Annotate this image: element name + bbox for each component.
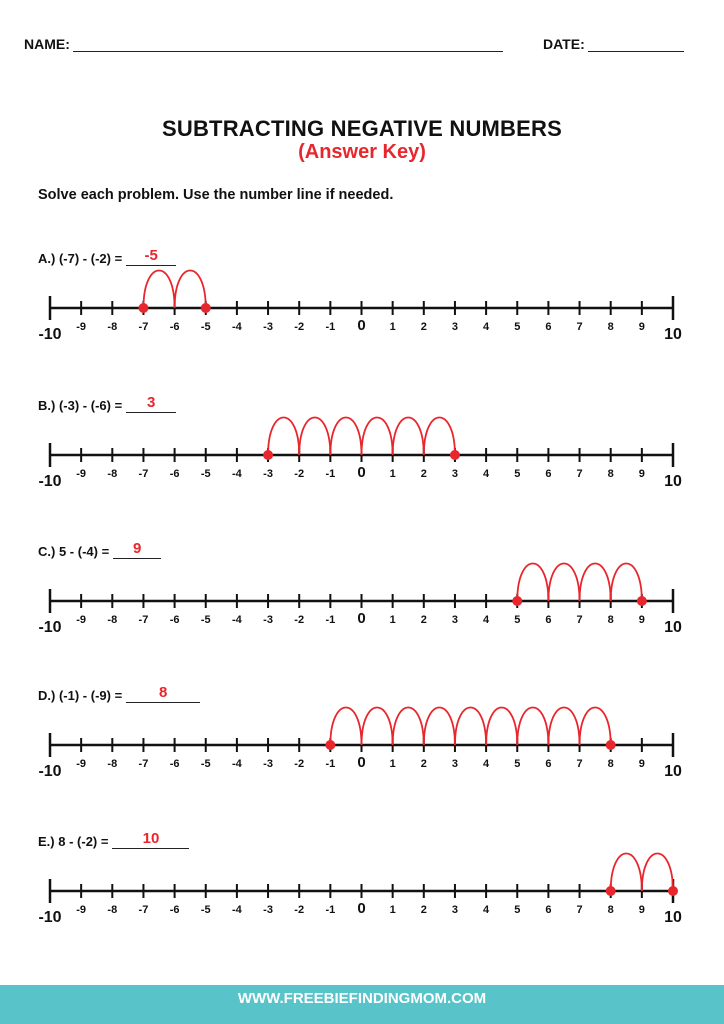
tick-label: 8 [607, 614, 614, 626]
number-line [0, 245, 724, 375]
tick-label: 5 [514, 904, 521, 916]
tick-label: 9 [638, 758, 645, 770]
tick-label: -4 [232, 758, 242, 770]
problem-label: A.) [38, 251, 56, 266]
problem-d [0, 682, 724, 812]
tick-label: 7 [576, 321, 583, 333]
tick-label: -10 [38, 909, 62, 926]
jump-arc [362, 708, 393, 746]
jump-point [138, 303, 148, 313]
problem-b [0, 392, 724, 522]
tick-label: 6 [545, 468, 552, 480]
tick-label: 8 [607, 468, 614, 480]
tick-label: 8 [607, 321, 614, 333]
tick-label: -4 [232, 904, 242, 916]
tick-label: -10 [38, 763, 62, 780]
tick-label: 4 [483, 321, 490, 333]
name-field[interactable] [24, 36, 503, 52]
jump-point [606, 740, 616, 750]
tick-label: -10 [38, 473, 62, 490]
jump-arc [548, 564, 579, 602]
instructions: Solve each problem. Use the number line if needed. [38, 187, 394, 203]
problem-a [0, 245, 724, 375]
tick-label: 5 [514, 468, 521, 480]
tick-label: 10 [664, 909, 682, 926]
tick-label: -8 [107, 614, 118, 626]
jump-arc [517, 708, 548, 746]
tick-label: -4 [232, 614, 242, 626]
date-field[interactable] [543, 36, 684, 52]
tick-label: -5 [200, 468, 211, 480]
tick-label: 6 [545, 758, 552, 770]
tick-label: 1 [389, 758, 396, 770]
tick-label: -5 [200, 904, 211, 916]
name-line[interactable] [73, 37, 503, 52]
tick-label: -3 [263, 904, 273, 916]
tick-label: 10 [664, 619, 682, 636]
tick-label: -9 [76, 758, 87, 770]
tick-label: -8 [107, 904, 118, 916]
tick-label: 3 [451, 758, 459, 770]
tick-label: -3 [263, 321, 273, 333]
tick-label: 9 [638, 468, 645, 480]
tick-label: 2 [420, 321, 427, 333]
tick-label: 10 [664, 763, 682, 780]
tick-label: 7 [576, 468, 583, 480]
tick-label: -2 [294, 904, 305, 916]
tick-label: 0 [357, 317, 366, 334]
tick-label: 6 [545, 321, 552, 333]
tick-label: 9 [638, 614, 645, 626]
tick-label: 5 [514, 614, 521, 626]
answer-value: 8 [159, 684, 168, 701]
jump-point [606, 886, 616, 896]
page-subtitle: (Answer Key) [298, 141, 426, 163]
jump-arc [580, 708, 611, 746]
jump-point [512, 596, 522, 606]
jump-arc [362, 418, 393, 456]
tick-label: 3 [451, 468, 459, 480]
problem-label: D.) [38, 688, 56, 703]
tick-label: 2 [420, 614, 427, 626]
tick-label: 4 [483, 758, 490, 770]
tick-label: -9 [76, 614, 87, 626]
tick-label: -1 [325, 321, 336, 333]
answer-value: 3 [147, 394, 156, 411]
tick-label: 6 [545, 904, 552, 916]
tick-label: -8 [107, 468, 118, 480]
tick-label: -4 [232, 321, 242, 333]
tick-label: -2 [294, 758, 305, 770]
answer-value: -5 [144, 247, 158, 264]
answer-value: 9 [133, 540, 142, 557]
tick-label: -3 [263, 758, 273, 770]
tick-label: 2 [420, 904, 427, 916]
tick-label: -9 [76, 321, 87, 333]
tick-label: -6 [169, 758, 180, 770]
tick-label: 2 [420, 468, 427, 480]
tick-label: 7 [576, 758, 583, 770]
tick-label: -8 [107, 321, 118, 333]
tick-label: 3 [451, 904, 459, 916]
jump-arc [299, 418, 330, 456]
tick-label: -5 [200, 321, 211, 333]
tick-label: -7 [138, 321, 149, 333]
jump-arc [548, 708, 579, 746]
jump-point [263, 450, 273, 460]
tick-label: -9 [76, 468, 87, 480]
number-line [0, 828, 724, 958]
tick-label: 7 [576, 904, 583, 916]
jump-arc [455, 708, 486, 746]
tick-label: -6 [169, 614, 180, 626]
tick-label: -7 [138, 468, 149, 480]
tick-label: 2 [420, 758, 427, 770]
tick-label: -10 [38, 326, 62, 343]
tick-label: -9 [76, 904, 87, 916]
tick-label: 0 [357, 610, 366, 627]
tick-label: -3 [263, 614, 273, 626]
problem-expression: (-7) - (-2) = [58, 251, 123, 266]
tick-label: -1 [325, 614, 336, 626]
tick-label: 10 [664, 326, 682, 343]
jump-arc [393, 708, 424, 746]
jump-arc [393, 418, 424, 456]
tick-label: -7 [138, 614, 149, 626]
problem-c [0, 538, 724, 668]
tick-label: 0 [357, 754, 366, 771]
tick-label: -2 [294, 321, 305, 333]
tick-label: 10 [664, 473, 682, 490]
number-line [0, 538, 724, 668]
tick-label: 9 [638, 321, 645, 333]
date-label: DATE: [543, 36, 585, 52]
tick-label: 4 [483, 904, 490, 916]
jump-arc [580, 564, 611, 602]
tick-label: -3 [263, 468, 273, 480]
page-title: SUBTRACTING NEGATIVE NUMBERS [162, 116, 562, 141]
tick-label: 1 [389, 468, 396, 480]
tick-label: -6 [169, 904, 180, 916]
tick-label: 1 [389, 614, 396, 626]
problem-expression: (-1) - (-9) = [58, 688, 123, 703]
tick-label: 7 [576, 614, 583, 626]
jump-point [201, 303, 211, 313]
tick-label: -4 [232, 468, 242, 480]
tick-label: -7 [138, 904, 149, 916]
tick-label: -10 [38, 619, 62, 636]
problem-expression: 8 - (-2) = [58, 834, 109, 849]
jump-arc [611, 854, 642, 892]
jump-point [325, 740, 335, 750]
jump-arc [424, 708, 455, 746]
jump-arc [330, 708, 361, 746]
jump-arc [175, 271, 206, 309]
jump-point [450, 450, 460, 460]
tick-label: -5 [200, 758, 211, 770]
problem-expression: (-3) - (-6) = [58, 398, 123, 413]
jump-point [637, 596, 647, 606]
jump-arc [424, 418, 455, 456]
tick-label: -1 [325, 904, 336, 916]
number-line [0, 682, 724, 812]
tick-label: 4 [483, 468, 490, 480]
tick-label: 1 [389, 321, 396, 333]
jump-arc [642, 854, 673, 892]
tick-label: 8 [607, 758, 614, 770]
tick-label: 3 [451, 614, 459, 626]
name-label: NAME: [24, 36, 70, 52]
tick-label: 0 [357, 464, 366, 481]
tick-label: -2 [294, 614, 305, 626]
tick-label: 5 [514, 321, 521, 333]
tick-label: -6 [169, 321, 180, 333]
problem-label: B.) [38, 398, 56, 413]
problem-label: C.) [38, 544, 56, 559]
tick-label: -7 [138, 758, 149, 770]
tick-label: 5 [514, 758, 521, 770]
tick-label: 6 [545, 614, 552, 626]
tick-label: 1 [389, 904, 396, 916]
tick-label: 9 [638, 904, 645, 916]
jump-arc [143, 271, 174, 309]
jump-arc [486, 708, 517, 746]
tick-label: -8 [107, 758, 118, 770]
tick-label: 0 [357, 900, 366, 917]
jump-arc [268, 418, 299, 456]
tick-label: -6 [169, 468, 180, 480]
problem-expression: 5 - (-4) = [58, 544, 110, 559]
answer-value: 10 [142, 830, 160, 847]
tick-label: -1 [325, 468, 336, 480]
jump-arc [611, 564, 642, 602]
number-line [0, 392, 724, 522]
jump-point [668, 886, 678, 896]
tick-label: 4 [483, 614, 490, 626]
problem-e [0, 828, 724, 958]
problem-label: E.) [38, 834, 55, 849]
jump-arc [330, 418, 361, 456]
jump-arc [517, 564, 548, 602]
footer-url[interactable]: WWW.FREEBIEFINDINGMOM.COM [0, 985, 724, 1024]
tick-label: -1 [325, 758, 336, 770]
tick-label: -5 [200, 614, 211, 626]
tick-label: -2 [294, 468, 305, 480]
date-line[interactable] [588, 37, 684, 52]
tick-label: 8 [607, 904, 614, 916]
tick-label: 3 [451, 321, 459, 333]
